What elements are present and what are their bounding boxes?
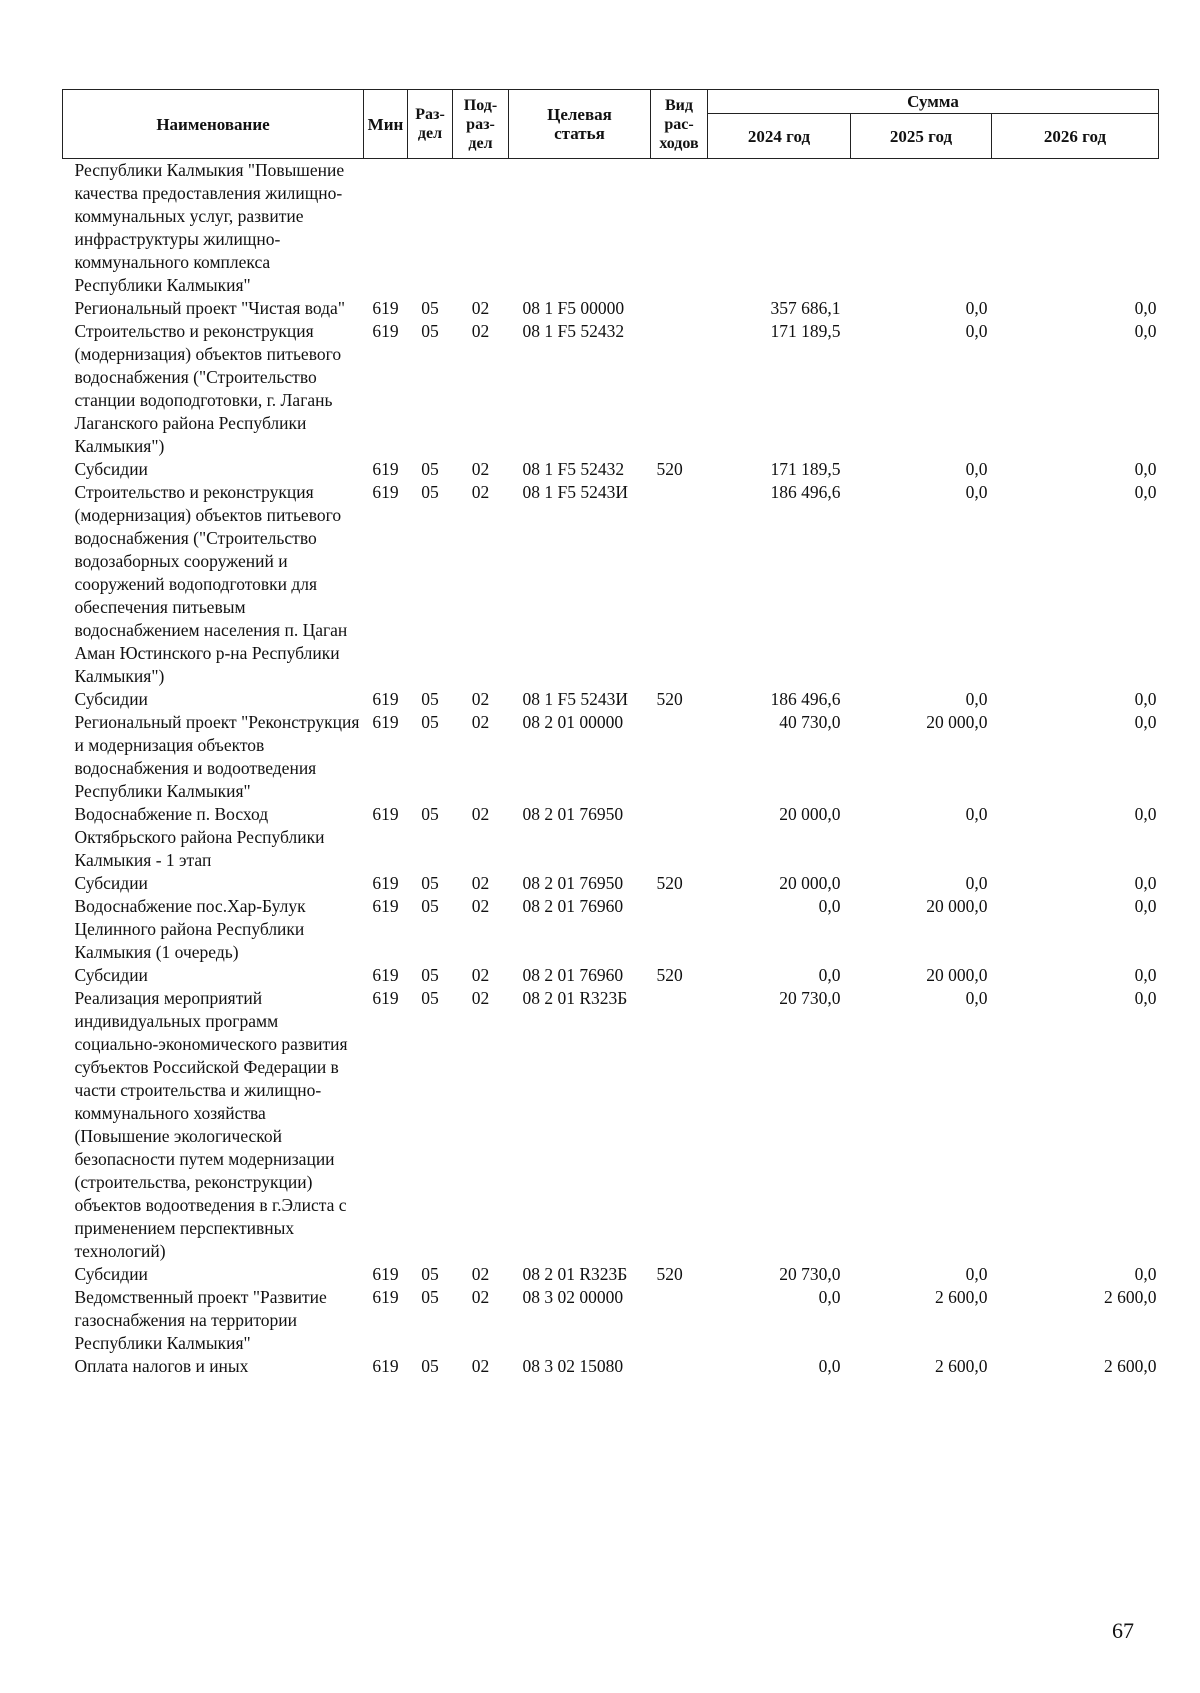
row-podrazdel: 02 — [471, 689, 490, 709]
row-podrazdel: 02 — [471, 965, 490, 985]
row-razdel: 05 — [421, 321, 439, 341]
row-2026: 0,0 — [1134, 482, 1157, 502]
row-2026: 0,0 — [1134, 896, 1157, 916]
table-header — [63, 90, 1159, 159]
table-row — [63, 803, 1159, 872]
row-podrazdel: 02 — [471, 459, 490, 479]
row-2024: 0,0 — [818, 1356, 841, 1376]
row-2026: 0,0 — [1134, 988, 1157, 1008]
row-podrazdel: 02 — [471, 988, 490, 1008]
row-min: 619 — [372, 873, 399, 893]
row-cs: 08 2 01 00000 — [522, 712, 624, 732]
row-podrazdel: 02 — [471, 712, 490, 732]
row-min: 619 — [372, 298, 399, 318]
row-2025: 20 000,0 — [926, 965, 988, 985]
row-cs: 08 1 F5 00000 — [522, 298, 625, 318]
row-cs: 08 3 02 00000 — [522, 1287, 624, 1307]
row-vr: 520 — [656, 689, 683, 709]
table-row — [63, 320, 1159, 458]
table-row — [63, 1355, 1159, 1378]
table-row — [63, 159, 1159, 298]
row-podrazdel: 02 — [471, 873, 490, 893]
row-razdel: 05 — [421, 1356, 439, 1376]
row-2024: 0,0 — [818, 896, 841, 916]
row-2026 — [992, 159, 1159, 298]
row-2025: 0,0 — [965, 321, 988, 341]
row-2024: 171 189,5 — [770, 459, 841, 479]
row-2024: 357 686,1 — [770, 298, 841, 318]
row-2024 — [708, 159, 851, 298]
header-2026: 2026 год — [992, 114, 1159, 159]
row-cs: 08 1 F5 52432 — [522, 321, 625, 341]
row-vr — [651, 320, 708, 458]
row-razdel: 05 — [421, 712, 439, 732]
row-name: Региональный проект "Реконструкция и модернизация объектов водоснабжения и водоотведения Республики Калмыкия" — [74, 712, 360, 801]
row-name: Водоснабжение п. Восход Октябрьского района Республики Калмыкия - 1 этап — [74, 804, 325, 870]
table-row — [63, 1286, 1159, 1355]
row-2024: 20 730,0 — [779, 1264, 841, 1284]
budget-table — [62, 89, 1159, 1378]
row-vr — [651, 297, 708, 320]
row-vr — [651, 711, 708, 803]
row-cs: 08 3 02 15080 — [522, 1356, 624, 1376]
row-razdel: 05 — [421, 1264, 439, 1284]
row-podrazdel: 02 — [471, 298, 490, 318]
row-min: 619 — [372, 988, 399, 1008]
row-2025: 0,0 — [965, 689, 988, 709]
row-2026: 0,0 — [1134, 712, 1157, 732]
row-razdel: 05 — [421, 482, 439, 502]
row-name: Водоснабжение пос.Хар-Булук Целинного района Республики Калмыкия (1 очередь) — [74, 896, 306, 962]
row-name: Строительство и реконструкция (модернизация) объектов питьевого водоснабжения ("Строительство станции водоподготовки, г. Лагань Лаганского района Республики Калмыкия") — [74, 321, 342, 456]
table-row — [63, 964, 1159, 987]
row-name: Региональный проект "Чистая вода" — [74, 298, 345, 318]
row-2026: 0,0 — [1134, 804, 1157, 824]
row-2025: 20 000,0 — [926, 712, 988, 732]
row-razdel: 05 — [421, 689, 439, 709]
row-razdel — [408, 159, 453, 298]
row-min: 619 — [372, 459, 399, 479]
row-razdel: 05 — [421, 988, 439, 1008]
row-min: 619 — [372, 804, 399, 824]
table-row — [63, 711, 1159, 803]
row-name: Реализация мероприятий индивидуальных программ социально-экономического развития субъектов Российской Федерации в части строительства и жилищно-коммунального хозяйства (Повышение экологической безопасности путем модернизации (строительства, реконструкции) объектов водоотведения в г.Элиста с применением перспективных технологий) — [74, 988, 348, 1261]
header-razdel-text: Раз- дел — [415, 106, 445, 142]
row-2025: 0,0 — [965, 482, 988, 502]
row-min: 619 — [372, 1264, 399, 1284]
row-vr: 520 — [656, 1264, 683, 1284]
row-vr — [651, 987, 708, 1263]
row-razdel: 05 — [421, 965, 439, 985]
row-cs: 08 2 01 76950 — [522, 804, 624, 824]
table-row — [63, 872, 1159, 895]
row-min: 619 — [372, 482, 399, 502]
row-2025: 2 600,0 — [935, 1287, 988, 1307]
table-row — [63, 1263, 1159, 1286]
row-name: Субсидии — [74, 459, 148, 479]
row-2026: 0,0 — [1134, 965, 1157, 985]
row-2024: 171 189,5 — [770, 321, 841, 341]
row-2026: 0,0 — [1134, 1264, 1157, 1284]
row-cs: 08 1 F5 5243И — [522, 689, 628, 709]
row-2024: 186 496,6 — [770, 482, 841, 502]
row-min: 619 — [372, 712, 399, 732]
row-name: Субсидии — [74, 965, 148, 985]
row-2025: 0,0 — [965, 1264, 988, 1284]
row-cs: 08 2 01 R323Б — [522, 988, 628, 1008]
row-podrazdel: 02 — [471, 321, 490, 341]
row-2024: 40 730,0 — [779, 712, 841, 732]
header-cs — [509, 90, 651, 159]
row-name: Ведомственный проект "Развитие газоснабжения на территории Республики Калмыкия" — [74, 1287, 327, 1353]
table-row — [63, 895, 1159, 964]
row-vr — [651, 159, 708, 298]
header-vr-text: Вид рас- ходов — [659, 96, 699, 152]
row-name: Оплата налогов и иных — [74, 1356, 249, 1376]
row-vr: 520 — [656, 873, 683, 893]
header-cs-text: Целевая статья — [547, 105, 612, 143]
row-podrazdel: 02 — [471, 1356, 490, 1376]
row-razdel: 05 — [421, 896, 439, 916]
page-number: 67 — [1112, 1618, 1134, 1643]
row-name: Строительство и реконструкция (модернизация) объектов питьевого водоснабжения ("Строительство водозаборных сооружений и сооружений водоподготовки для обеспечения питьевым водоснабжением населения п. Цаган Аман Юстинского р-на Республики Калмыкия") — [74, 482, 348, 686]
row-2025: 0,0 — [965, 804, 988, 824]
row-2026: 2 600,0 — [1104, 1287, 1157, 1307]
table-row — [63, 688, 1159, 711]
row-vr: 520 — [656, 965, 683, 985]
header-podrazdel — [453, 90, 509, 159]
row-2025 — [851, 159, 992, 298]
row-min: 619 — [372, 1356, 399, 1376]
row-2025: 0,0 — [965, 988, 988, 1008]
row-2026: 2 600,0 — [1104, 1356, 1157, 1376]
row-razdel: 05 — [421, 1287, 439, 1307]
row-razdel: 05 — [421, 298, 439, 318]
row-2024: 20 000,0 — [779, 873, 841, 893]
row-vr — [651, 1355, 708, 1378]
row-min: 619 — [372, 689, 399, 709]
row-2024: 20 730,0 — [779, 988, 841, 1008]
row-name: Субсидии — [74, 873, 148, 893]
row-podrazdel — [453, 159, 509, 298]
row-2025: 0,0 — [965, 873, 988, 893]
row-2024: 20 000,0 — [779, 804, 841, 824]
row-vr — [651, 1286, 708, 1355]
row-2025: 0,0 — [965, 298, 988, 318]
header-vr — [651, 90, 708, 159]
row-name: Республики Калмыкия "Повышение качества предоставления жилищно-коммунальных услуг, развитие инфраструктуры жилищно-коммунального комплекса Республики Калмыкия" — [74, 160, 345, 295]
row-2026: 0,0 — [1134, 321, 1157, 341]
header-razdel — [408, 90, 453, 159]
header-2024: 2024 год — [708, 114, 851, 159]
row-cs — [509, 159, 651, 298]
row-vr — [651, 895, 708, 964]
row-vr — [651, 803, 708, 872]
table-body — [63, 159, 1159, 1379]
row-name: Субсидии — [74, 689, 148, 709]
row-podrazdel: 02 — [471, 896, 490, 916]
row-cs: 08 2 01 76960 — [522, 896, 624, 916]
row-razdel: 05 — [421, 804, 439, 824]
row-cs: 08 2 01 R323Б — [522, 1264, 628, 1284]
row-2025: 20 000,0 — [926, 896, 988, 916]
row-min: 619 — [372, 321, 399, 341]
table-row — [63, 481, 1159, 688]
row-vr — [651, 481, 708, 688]
row-razdel: 05 — [421, 873, 439, 893]
row-2026: 0,0 — [1134, 459, 1157, 479]
header-podrazdel-text: Под- раз- дел — [463, 96, 498, 152]
header-summa: Сумма — [708, 90, 1159, 114]
row-podrazdel: 02 — [471, 804, 490, 824]
header-2025: 2025 год — [851, 114, 992, 159]
row-min — [364, 159, 408, 298]
row-podrazdel: 02 — [471, 1287, 490, 1307]
header-min: Мин — [364, 90, 408, 159]
row-2025: 2 600,0 — [935, 1356, 988, 1376]
header-name: Наименование — [63, 90, 364, 159]
table-row — [63, 458, 1159, 481]
row-min: 619 — [372, 1287, 399, 1307]
row-name: Субсидии — [74, 1264, 148, 1284]
row-2026: 0,0 — [1134, 298, 1157, 318]
row-min: 619 — [372, 896, 399, 916]
row-min: 619 — [372, 965, 399, 985]
table-row — [63, 297, 1159, 320]
row-podrazdel: 02 — [471, 482, 490, 502]
row-podrazdel: 02 — [471, 1264, 490, 1284]
row-cs: 08 1 F5 52432 — [522, 459, 625, 479]
row-cs: 08 2 01 76950 — [522, 873, 624, 893]
row-2026: 0,0 — [1134, 689, 1157, 709]
row-cs: 08 1 F5 5243И — [522, 482, 628, 502]
row-razdel: 05 — [421, 459, 439, 479]
row-vr: 520 — [656, 459, 683, 479]
row-2026: 0,0 — [1134, 873, 1157, 893]
table-row — [63, 987, 1159, 1263]
row-2024: 0,0 — [818, 965, 841, 985]
row-2024: 186 496,6 — [770, 689, 841, 709]
row-cs: 08 2 01 76960 — [522, 965, 624, 985]
row-2025: 0,0 — [965, 459, 988, 479]
row-2024: 0,0 — [818, 1287, 841, 1307]
